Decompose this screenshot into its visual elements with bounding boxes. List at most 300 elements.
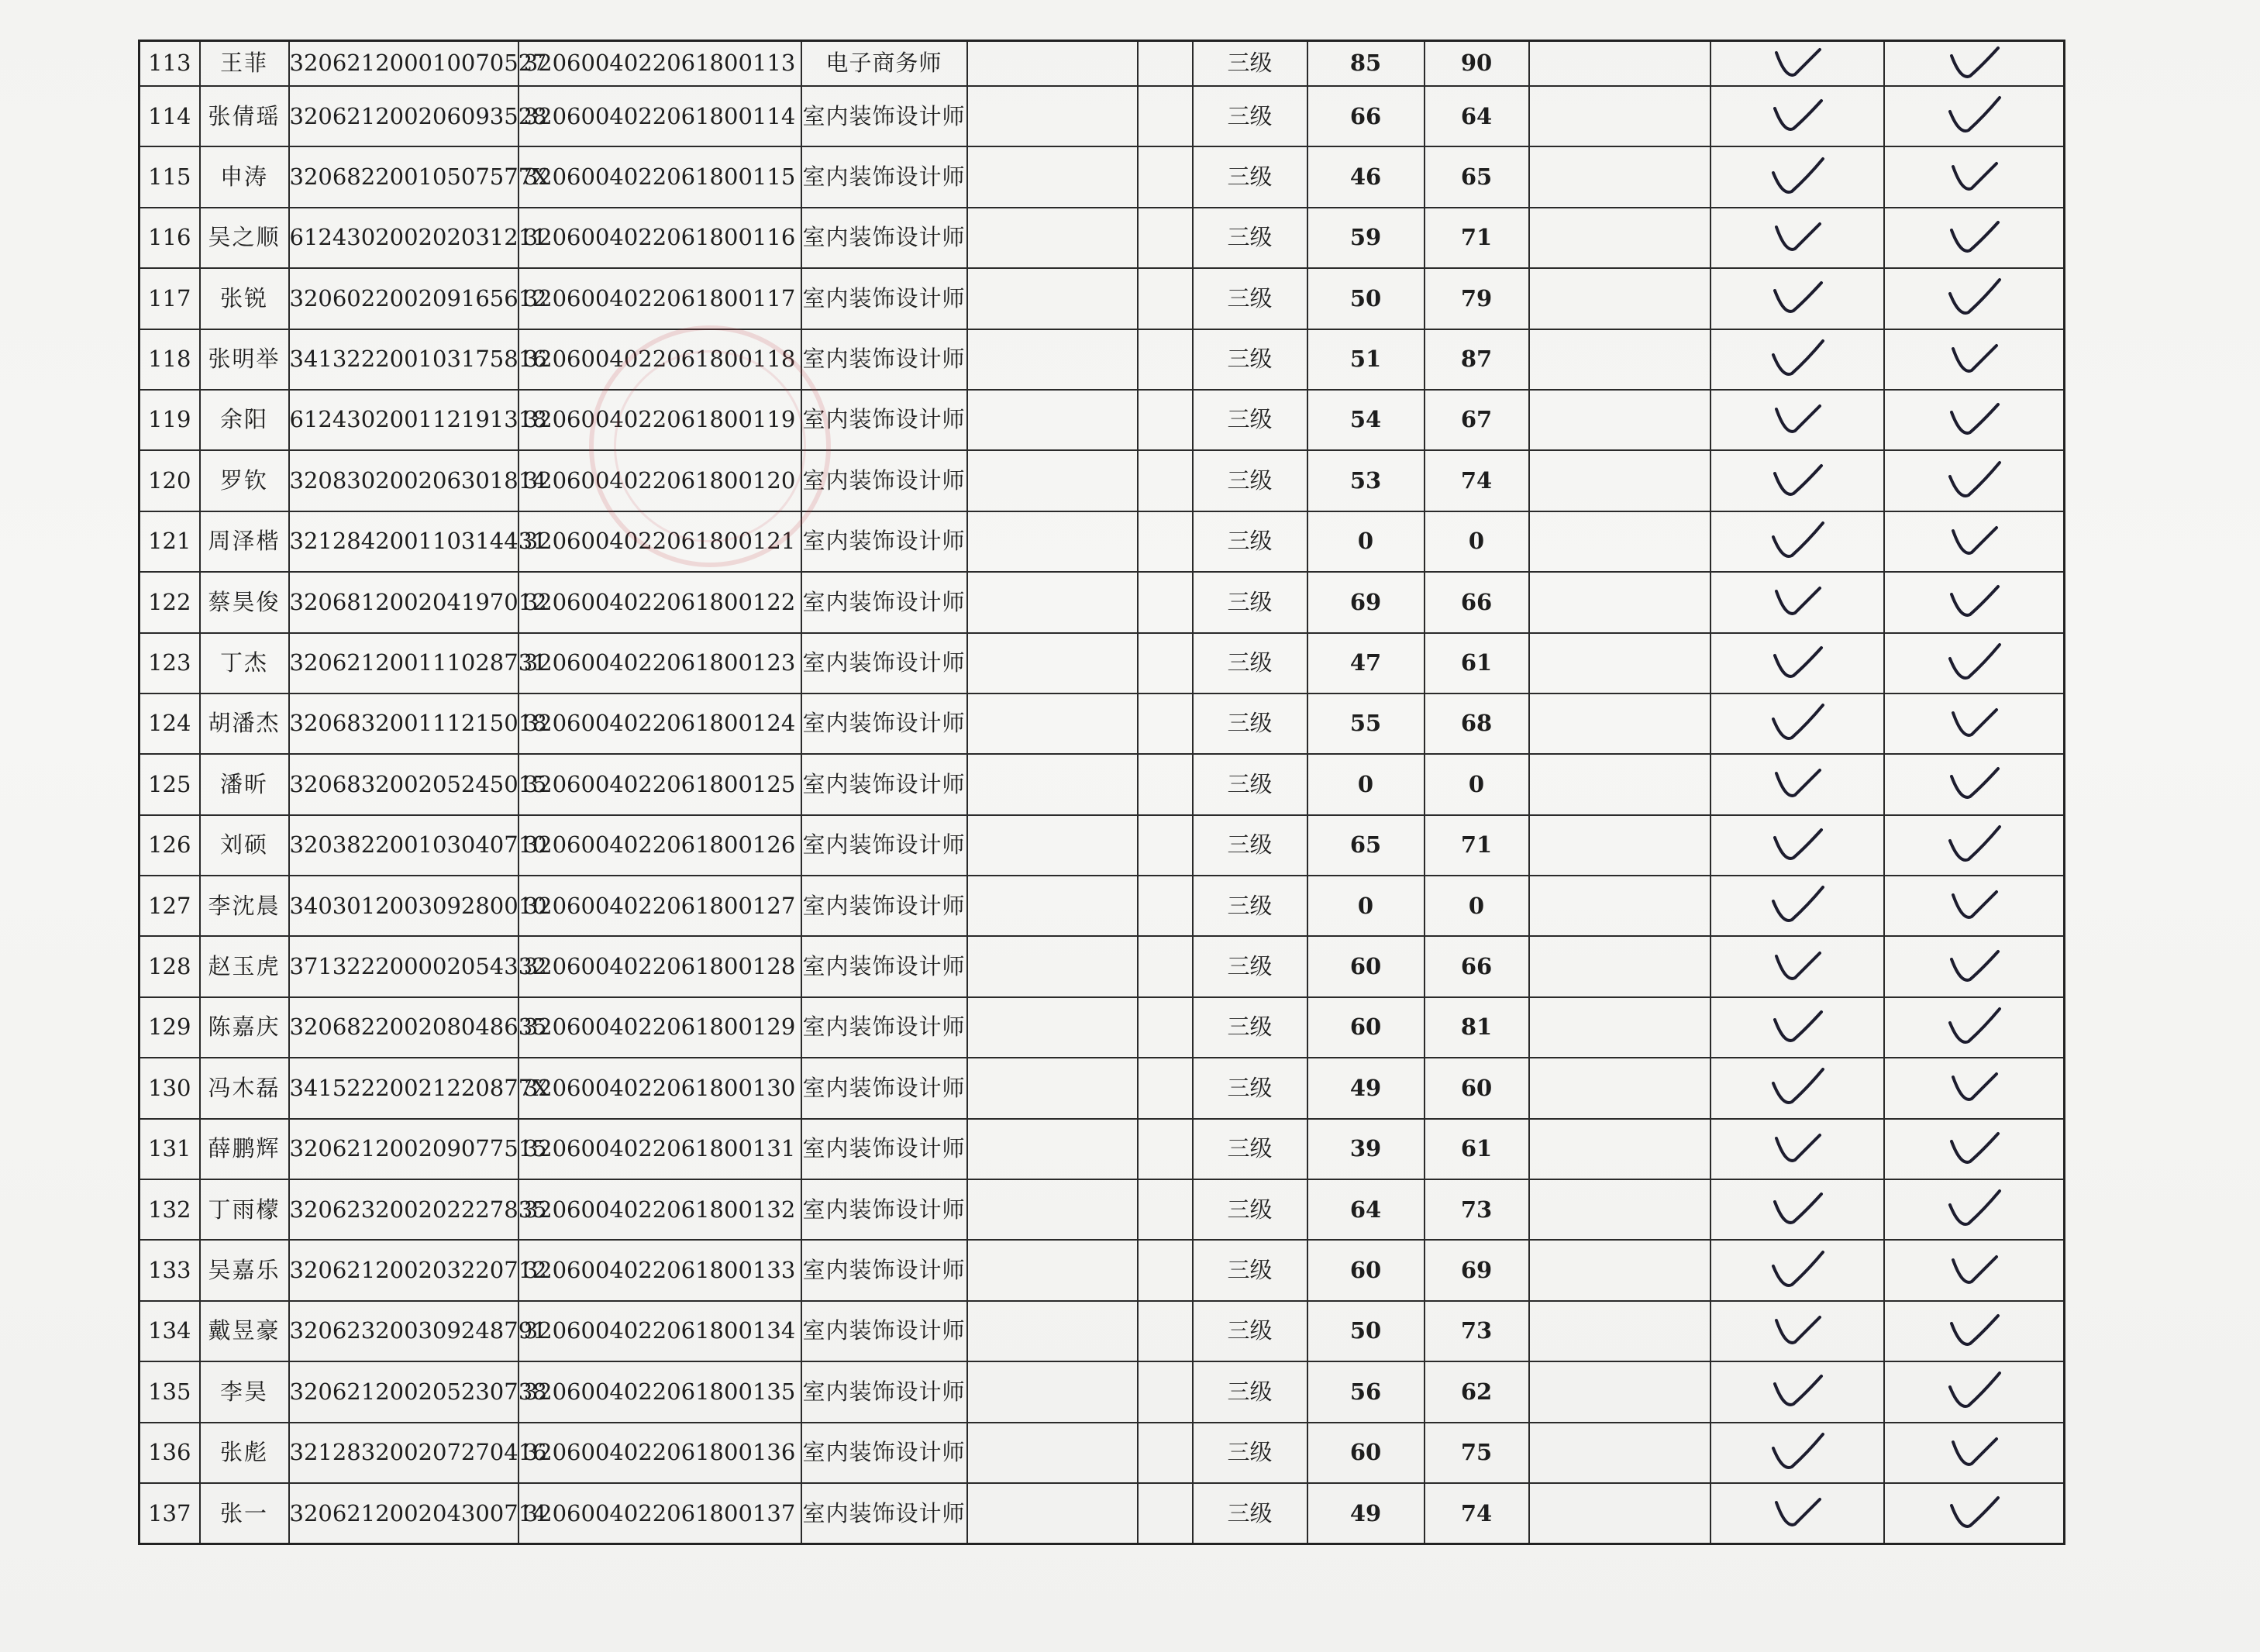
occupation: 室内装饰设计师	[801, 1361, 967, 1422]
row-number: 126	[140, 815, 200, 876]
practical-score: 67	[1425, 390, 1529, 450]
blank-cell	[1138, 815, 1193, 876]
row-number: 113	[140, 41, 200, 87]
theory-score: 39	[1307, 1119, 1425, 1179]
checkmark-icon	[1947, 1006, 2001, 1049]
theory-score: 50	[1307, 268, 1425, 329]
check-column-1	[1711, 329, 1884, 390]
candidate-name: 刘硕	[200, 815, 289, 876]
check-column-2	[1884, 1301, 2065, 1361]
check-column-2	[1884, 876, 2065, 936]
blank-cell	[1138, 1423, 1193, 1483]
checkmark-icon	[1770, 702, 1824, 745]
theory-score: 59	[1307, 208, 1425, 268]
id-number: 320621200203220712	[289, 1240, 518, 1300]
check-column-1	[1711, 511, 1884, 572]
theory-score: 50	[1307, 1301, 1425, 1361]
skill-level: 三级	[1193, 936, 1307, 996]
practical-score: 87	[1425, 329, 1529, 390]
checkmark-icon	[1947, 884, 2001, 928]
practical-score: 71	[1425, 208, 1529, 268]
occupation: 室内装饰设计师	[801, 1119, 967, 1179]
theory-score: 49	[1307, 1058, 1425, 1118]
candidate-name: 李沈晨	[200, 876, 289, 936]
blank-cell	[967, 41, 1138, 87]
blank-cell	[1529, 1483, 1711, 1544]
occupation: 室内装饰设计师	[801, 1058, 967, 1118]
certificate-number: 3206004022061800114	[518, 86, 801, 146]
blank-cell	[1138, 1361, 1193, 1422]
certificate-number: 3206004022061800136	[518, 1423, 801, 1483]
check-column-1	[1711, 146, 1884, 207]
id-number: 32068220010507577X	[289, 146, 518, 207]
certificate-number: 3206004022061800118	[518, 329, 801, 390]
theory-score: 60	[1307, 936, 1425, 996]
row-number: 129	[140, 997, 200, 1058]
row-number: 121	[140, 511, 200, 572]
check-column-1	[1711, 1361, 1884, 1422]
theory-score: 64	[1307, 1179, 1425, 1240]
occupation: 室内装饰设计师	[801, 1301, 967, 1361]
blank-cell	[1138, 41, 1193, 87]
skill-level: 三级	[1193, 1179, 1307, 1240]
theory-score: 0	[1307, 511, 1425, 572]
blank-cell	[1138, 936, 1193, 996]
blank-cell	[1138, 450, 1193, 511]
candidate-name: 李昊	[200, 1361, 289, 1422]
check-column-2	[1884, 1240, 2065, 1300]
blank-cell	[1529, 1361, 1711, 1422]
checkmark-icon	[1947, 95, 2001, 138]
blank-cell	[1138, 997, 1193, 1058]
candidate-name: 吴嘉乐	[200, 1240, 289, 1300]
blank-cell	[967, 450, 1138, 511]
check-column-2	[1884, 329, 2065, 390]
id-number: 320621200111028731	[289, 633, 518, 693]
blank-cell	[967, 268, 1138, 329]
table-body	[140, 41, 2065, 1544]
blank-cell	[967, 1179, 1138, 1240]
table-row	[140, 1483, 2065, 1544]
checkmark-icon	[1947, 459, 2001, 503]
skill-level: 三级	[1193, 86, 1307, 146]
id-number: 34152220021220877X	[289, 1058, 518, 1118]
row-number: 132	[140, 1179, 200, 1240]
blank-cell	[1529, 208, 1711, 268]
candidate-name: 丁雨檬	[200, 1179, 289, 1240]
blank-cell	[1138, 329, 1193, 390]
check-column-2	[1884, 815, 2065, 876]
occupation: 室内装饰设计师	[801, 572, 967, 632]
blank-cell	[967, 754, 1138, 814]
row-number: 127	[140, 876, 200, 936]
blank-cell	[1138, 1301, 1193, 1361]
theory-score: 60	[1307, 1423, 1425, 1483]
certificate-number: 3206004022061800135	[518, 1361, 801, 1422]
blank-cell	[967, 146, 1138, 207]
check-column-1	[1711, 876, 1884, 936]
checkmark-icon	[1947, 398, 2001, 442]
checkmark-icon	[1770, 1249, 1824, 1292]
checkmark-icon	[1947, 762, 2001, 806]
blank-cell	[967, 1361, 1138, 1422]
theory-score: 51	[1307, 329, 1425, 390]
blank-cell	[1138, 511, 1193, 572]
check-column-2	[1884, 1119, 2065, 1179]
practical-score: 0	[1425, 876, 1529, 936]
skill-level: 三级	[1193, 1301, 1307, 1361]
id-number: 320621200206093528	[289, 86, 518, 146]
table-row	[140, 754, 2065, 814]
certificate-number: 3206004022061800128	[518, 936, 801, 996]
id-number: 320682200208048635	[289, 997, 518, 1058]
checkmark-icon	[1947, 216, 2001, 260]
skill-level: 三级	[1193, 876, 1307, 936]
id-number: 320681200204197012	[289, 572, 518, 632]
skill-level: 三级	[1193, 815, 1307, 876]
check-column-1	[1711, 815, 1884, 876]
table-row	[140, 633, 2065, 693]
practical-score: 0	[1425, 754, 1529, 814]
check-column-2	[1884, 1483, 2065, 1544]
checkmark-icon	[1947, 1310, 2001, 1353]
blank-cell	[1529, 511, 1711, 572]
practical-score: 79	[1425, 268, 1529, 329]
theory-score: 46	[1307, 146, 1425, 207]
checkmark-icon	[1770, 42, 1824, 85]
candidate-name: 戴昱豪	[200, 1301, 289, 1361]
blank-cell	[1529, 41, 1711, 87]
practical-score: 61	[1425, 633, 1529, 693]
checkmark-icon	[1947, 945, 2001, 989]
table-row	[140, 936, 2065, 996]
certificate-number: 3206004022061800122	[518, 572, 801, 632]
table-row	[140, 815, 2065, 876]
check-column-1	[1711, 390, 1884, 450]
candidate-name: 蔡昊俊	[200, 572, 289, 632]
check-column-2	[1884, 1423, 2065, 1483]
check-column-1	[1711, 1483, 1884, 1544]
blank-cell	[1529, 936, 1711, 996]
checkmark-icon	[1770, 1066, 1824, 1110]
occupation: 室内装饰设计师	[801, 511, 967, 572]
skill-level: 三级	[1193, 1058, 1307, 1118]
check-column-2	[1884, 511, 2065, 572]
candidate-name: 陈嘉庆	[200, 997, 289, 1058]
check-column-1	[1711, 86, 1884, 146]
candidate-name: 张倩瑶	[200, 86, 289, 146]
certificate-number: 3206004022061800130	[518, 1058, 801, 1118]
blank-cell	[967, 511, 1138, 572]
blank-cell	[1529, 146, 1711, 207]
row-number: 117	[140, 268, 200, 329]
checkmark-icon	[1947, 1370, 2001, 1413]
practical-score: 61	[1425, 1119, 1529, 1179]
skill-level: 三级	[1193, 511, 1307, 572]
candidate-name: 申涛	[200, 146, 289, 207]
skill-level: 三级	[1193, 693, 1307, 754]
candidate-name: 薛鹏辉	[200, 1119, 289, 1179]
blank-cell	[1138, 754, 1193, 814]
table-row	[140, 450, 2065, 511]
checkmark-icon	[1770, 95, 1824, 138]
blank-cell	[1529, 572, 1711, 632]
blank-cell	[1529, 633, 1711, 693]
checkmark-icon	[1947, 1249, 2001, 1292]
id-number: 320830200206301814	[289, 450, 518, 511]
blank-cell	[967, 815, 1138, 876]
id-number: 320382200103040710	[289, 815, 518, 876]
practical-score: 0	[1425, 511, 1529, 572]
skill-level: 三级	[1193, 754, 1307, 814]
occupation: 电子商务师	[801, 41, 967, 87]
theory-score: 66	[1307, 86, 1425, 146]
candidate-name: 张锐	[200, 268, 289, 329]
checkmark-icon	[1947, 1492, 2001, 1535]
row-number: 116	[140, 208, 200, 268]
skill-level: 三级	[1193, 1240, 1307, 1300]
blank-cell	[967, 86, 1138, 146]
checkmark-icon	[1770, 580, 1824, 624]
row-number: 122	[140, 572, 200, 632]
candidate-name: 赵玉虎	[200, 936, 289, 996]
id-number: 320621200010070527	[289, 41, 518, 87]
row-number: 123	[140, 633, 200, 693]
practical-score: 66	[1425, 572, 1529, 632]
theory-score: 60	[1307, 997, 1425, 1058]
blank-cell	[1138, 268, 1193, 329]
checkmark-icon	[1947, 338, 2001, 381]
blank-cell	[967, 936, 1138, 996]
table-row	[140, 1058, 2065, 1118]
blank-cell	[967, 693, 1138, 754]
certificate-number: 3206004022061800124	[518, 693, 801, 754]
blank-cell	[1138, 1483, 1193, 1544]
blank-cell	[1529, 1058, 1711, 1118]
skill-level: 三级	[1193, 146, 1307, 207]
check-column-1	[1711, 693, 1884, 754]
checkmark-icon	[1770, 762, 1824, 806]
occupation: 室内装饰设计师	[801, 815, 967, 876]
row-number: 134	[140, 1301, 200, 1361]
blank-cell	[1138, 876, 1193, 936]
blank-cell	[1138, 1058, 1193, 1118]
certificate-number: 3206004022061800127	[518, 876, 801, 936]
blank-cell	[967, 208, 1138, 268]
row-number: 124	[140, 693, 200, 754]
blank-cell	[1138, 146, 1193, 207]
occupation: 室内装饰设计师	[801, 633, 967, 693]
candidate-name: 张彪	[200, 1423, 289, 1483]
check-column-2	[1884, 450, 2065, 511]
certificate-number: 3206004022061800132	[518, 1179, 801, 1240]
check-column-1	[1711, 208, 1884, 268]
checkmark-icon	[1947, 1066, 2001, 1110]
blank-cell	[1529, 329, 1711, 390]
table-row	[140, 329, 2065, 390]
check-column-2	[1884, 1179, 2065, 1240]
table-row	[140, 693, 2065, 754]
certificate-number: 3206004022061800125	[518, 754, 801, 814]
check-column-2	[1884, 41, 2065, 87]
check-column-1	[1711, 1240, 1884, 1300]
candidate-name: 王菲	[200, 41, 289, 87]
blank-cell	[1529, 86, 1711, 146]
check-column-2	[1884, 633, 2065, 693]
blank-cell	[1529, 390, 1711, 450]
check-column-1	[1711, 936, 1884, 996]
skill-level: 三级	[1193, 390, 1307, 450]
certificate-number: 3206004022061800126	[518, 815, 801, 876]
occupation: 室内装饰设计师	[801, 693, 967, 754]
id-number: 320623200309248791	[289, 1301, 518, 1361]
certificate-number: 3206004022061800116	[518, 208, 801, 268]
candidate-name: 张一	[200, 1483, 289, 1544]
checkmark-icon	[1770, 642, 1824, 685]
check-column-1	[1711, 450, 1884, 511]
certificate-number: 3206004022061800134	[518, 1301, 801, 1361]
occupation: 室内装饰设计师	[801, 1483, 967, 1544]
occupation: 室内装饰设计师	[801, 1423, 967, 1483]
candidate-name: 周泽楷	[200, 511, 289, 572]
row-number: 136	[140, 1423, 200, 1483]
skill-level: 三级	[1193, 450, 1307, 511]
blank-cell	[1529, 754, 1711, 814]
skill-level: 三级	[1193, 268, 1307, 329]
id-number: 612430200112191318	[289, 390, 518, 450]
certificate-number: 3206004022061800115	[518, 146, 801, 207]
certificate-number: 3206004022061800123	[518, 633, 801, 693]
certificate-number: 3206004022061800113	[518, 41, 801, 87]
id-number: 371322200002054332	[289, 936, 518, 996]
candidate-name: 余阳	[200, 390, 289, 450]
blank-cell	[967, 572, 1138, 632]
id-number: 321284200110314431	[289, 511, 518, 572]
check-column-2	[1884, 146, 2065, 207]
row-number: 131	[140, 1119, 200, 1179]
id-number: 320683200205245015	[289, 754, 518, 814]
skill-level: 三级	[1193, 329, 1307, 390]
practical-score: 81	[1425, 997, 1529, 1058]
theory-score: 65	[1307, 815, 1425, 876]
occupation: 室内装饰设计师	[801, 86, 967, 146]
practical-score: 73	[1425, 1179, 1529, 1240]
id-number: 320602200209165612	[289, 268, 518, 329]
blank-cell	[1138, 633, 1193, 693]
checkmark-icon	[1947, 824, 2001, 867]
blank-cell	[967, 876, 1138, 936]
practical-score: 75	[1425, 1423, 1529, 1483]
occupation: 室内装饰设计师	[801, 876, 967, 936]
check-column-2	[1884, 1361, 2065, 1422]
theory-score: 60	[1307, 1240, 1425, 1300]
blank-cell	[1529, 450, 1711, 511]
row-number: 114	[140, 86, 200, 146]
check-column-1	[1711, 1119, 1884, 1179]
blank-cell	[967, 390, 1138, 450]
blank-cell	[1138, 86, 1193, 146]
checkmark-icon	[1770, 945, 1824, 989]
blank-cell	[1529, 876, 1711, 936]
theory-score: 47	[1307, 633, 1425, 693]
table-row	[140, 1361, 2065, 1422]
check-column-1	[1711, 572, 1884, 632]
id-number: 320623200202227835	[289, 1179, 518, 1240]
row-number: 115	[140, 146, 200, 207]
occupation: 室内装饰设计师	[801, 208, 967, 268]
checkmark-icon	[1947, 1188, 2001, 1231]
table-row	[140, 1240, 2065, 1300]
blank-cell	[967, 1483, 1138, 1544]
candidate-name: 张明举	[200, 329, 289, 390]
theory-score: 55	[1307, 693, 1425, 754]
check-column-1	[1711, 633, 1884, 693]
check-column-1	[1711, 41, 1884, 87]
row-number: 118	[140, 329, 200, 390]
certificate-number: 3206004022061800117	[518, 268, 801, 329]
row-number: 137	[140, 1483, 200, 1544]
practical-score: 74	[1425, 1483, 1529, 1544]
row-number: 135	[140, 1361, 200, 1422]
practical-score: 62	[1425, 1361, 1529, 1422]
checkmark-icon	[1770, 338, 1824, 381]
table-row	[140, 997, 2065, 1058]
row-number: 130	[140, 1058, 200, 1118]
practical-score: 65	[1425, 146, 1529, 207]
occupation: 室内装饰设计师	[801, 390, 967, 450]
candidate-name: 冯木磊	[200, 1058, 289, 1118]
occupation: 室内装饰设计师	[801, 268, 967, 329]
checkmark-icon	[1770, 1492, 1824, 1535]
checkmark-icon	[1947, 702, 2001, 745]
occupation: 室内装饰设计师	[801, 754, 967, 814]
theory-score: 0	[1307, 754, 1425, 814]
blank-cell	[967, 997, 1138, 1058]
theory-score: 54	[1307, 390, 1425, 450]
theory-score: 0	[1307, 876, 1425, 936]
theory-score: 69	[1307, 572, 1425, 632]
checkmark-icon	[1947, 1127, 2001, 1171]
occupation: 室内装饰设计师	[801, 936, 967, 996]
checkmark-icon	[1947, 1431, 2001, 1475]
blank-cell	[1138, 572, 1193, 632]
blank-cell	[1138, 1179, 1193, 1240]
id-number: 320621200204300714	[289, 1483, 518, 1544]
occupation: 室内装饰设计师	[801, 450, 967, 511]
blank-cell	[1138, 1240, 1193, 1300]
check-column-2	[1884, 208, 2065, 268]
check-column-2	[1884, 754, 2065, 814]
checkmark-icon	[1770, 520, 1824, 563]
blank-cell	[1138, 1119, 1193, 1179]
practical-score: 69	[1425, 1240, 1529, 1300]
blank-cell	[1529, 1240, 1711, 1300]
id-number: 341322200103175816	[289, 329, 518, 390]
table-row	[140, 86, 2065, 146]
check-column-1	[1711, 754, 1884, 814]
candidate-name: 胡潘杰	[200, 693, 289, 754]
certificate-number: 3206004022061800120	[518, 450, 801, 511]
table-row	[140, 876, 2065, 936]
skill-level: 三级	[1193, 572, 1307, 632]
table-row	[140, 41, 2065, 87]
blank-cell	[1138, 390, 1193, 450]
check-column-2	[1884, 572, 2065, 632]
checkmark-icon	[1947, 580, 2001, 624]
id-number: 320621200209077515	[289, 1119, 518, 1179]
blank-cell	[967, 1423, 1138, 1483]
blank-cell	[1529, 1119, 1711, 1179]
